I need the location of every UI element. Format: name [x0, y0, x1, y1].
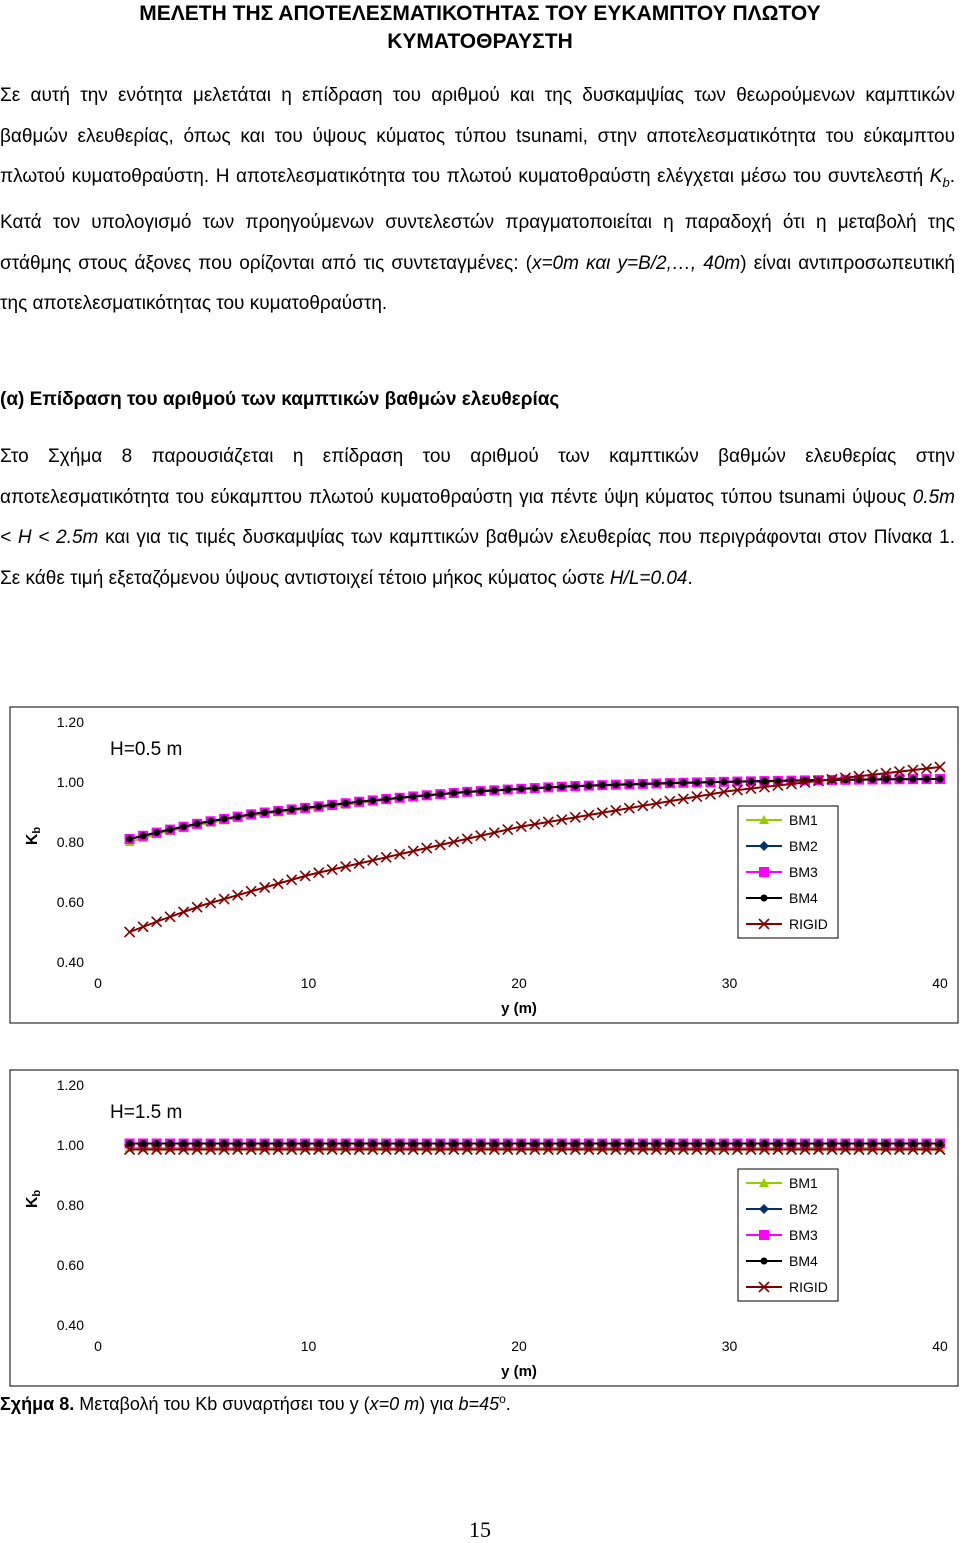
- chart0-ytick-label: 1.20: [56, 714, 84, 730]
- chart0-series-bm4-point: [315, 803, 322, 810]
- chart0-xtick-label: 10: [300, 975, 317, 991]
- page-title-line-2: ΚΥΜΑΤΟΘΡΑΥΣΤΗ: [387, 30, 573, 53]
- chart0-series-bm4-point: [396, 794, 403, 801]
- chart0-series-bm4-point: [126, 836, 133, 843]
- chart0-series-bm4-point: [464, 788, 471, 795]
- chart0-legend-bm3-marker: [759, 867, 769, 877]
- chart0-series-bm4-point: [937, 776, 944, 783]
- chart0-series-bm4-point: [369, 797, 376, 804]
- chart1-legend-bm4-marker: [761, 1258, 768, 1265]
- chart0-series-bm4-point: [248, 811, 255, 818]
- chart0-series-bm4-point: [882, 776, 889, 783]
- chart0-ytick-label: 0.80: [56, 834, 84, 850]
- chart1-legend-bm1-label: BM1: [789, 1175, 818, 1191]
- chart1-legend-bm2-label: BM2: [789, 1201, 818, 1217]
- chart0-series-bm4-point: [896, 776, 903, 783]
- steepness-ratio: H/L=0.04: [609, 567, 688, 589]
- chart0-series-bm4-point: [720, 778, 727, 785]
- chart0-series-bm4-point: [558, 783, 565, 790]
- chart0-series-bm4-point: [477, 788, 484, 795]
- chart0-series-bm4-point: [693, 779, 700, 786]
- chart1-ytick-label: 0.60: [56, 1257, 84, 1273]
- chart0-series-bm4-point: [923, 776, 930, 783]
- chart1-annotation: H=1.5 m: [110, 1102, 183, 1123]
- chart0-series-bm4-point: [423, 792, 430, 799]
- page-title-line-1: ΜΕΛΕΤΗ ΤΗΣ ΑΠΟΤΕΛΕΣΜΑΤΙΚΟΤΗΤΑΣ ΤΟΥ ΕΥΚΑΜΠΤΟΥ ΠΛΩΤΟΥ: [139, 2, 821, 25]
- page-title: [0, 0, 960, 56]
- paragraph-intro-text-3: ) είναι αντιπροσωπευτική της αποτελεσματικότητας του κυματοθραύστη.: [0, 252, 955, 315]
- chart0-series-bm4-point: [504, 786, 511, 793]
- chart0-series-bm4-point: [518, 785, 525, 792]
- chart0-series-bm4-point: [639, 780, 646, 787]
- chart0-xtick-label: 20: [511, 975, 527, 991]
- chart0-ytick-label: 0.40: [56, 954, 84, 970]
- chart0-legend-bm3-label: BM3: [789, 864, 818, 880]
- chart0-series-bm4-point: [288, 806, 295, 813]
- chart0-ytick-label: 0.60: [56, 894, 84, 910]
- chart1-legend-rigid-label: RIGID: [789, 1279, 828, 1295]
- chart1-legend-bm4-label: BM4: [789, 1253, 818, 1269]
- chart0-series-bm4-point: [383, 796, 390, 803]
- coordinate-range: x=0m και y=B/2,…, 40m: [531, 252, 741, 274]
- chart0-series-bm4-point: [275, 807, 282, 814]
- chart0-series-bm4-point: [221, 815, 228, 822]
- chart0-series-bm4-point: [909, 776, 916, 783]
- chart0-legend: [738, 806, 838, 938]
- chart0-series-bm4-point: [626, 781, 633, 788]
- chart0-series-bm4-point: [356, 798, 363, 805]
- chart0-series-rigid-point: [125, 927, 135, 937]
- chart1-ytick-label: 0.80: [56, 1197, 84, 1213]
- chart0-series-bm4-point: [140, 832, 147, 839]
- chart-h05: [0, 706, 960, 1026]
- chart0-series-rigid-point: [192, 902, 202, 912]
- paragraph-intro-text-2: . Κατά τον υπολογισμό των προηγούμενων συντελεστών πραγματοποιείται η παραδοχή ότι η μεταβολή της στάθμης στους άξονες που ορίζονται από τις συντεταγμένες: (: [0, 166, 955, 274]
- paragraph-intro: [0, 76, 955, 325]
- chart1-ytick-label: 0.40: [56, 1317, 84, 1333]
- chart0-series-bm4-point: [261, 809, 268, 816]
- chart0-ylabel: Kb: [24, 826, 43, 846]
- chart1-xtick-label: 40: [932, 1338, 948, 1354]
- chart1-legend-bm3-label: BM3: [789, 1227, 818, 1243]
- chart0-series-bm4-point: [680, 779, 687, 786]
- chart0-xtick-label: 40: [932, 975, 948, 991]
- chart0-series-bm4-point: [180, 823, 187, 830]
- chart0-series-bm4-point: [585, 782, 592, 789]
- chart0-series-bm4-point: [747, 778, 754, 785]
- chart0-annotation: H=0.5 m: [110, 739, 183, 760]
- chart0-legend-bm4-marker: [761, 895, 768, 902]
- chart0-legend-bm1-label: BM1: [789, 812, 818, 828]
- chart1-ylabel: Kb: [24, 1189, 43, 1209]
- paragraph-figure-description: Στο Σχήμα 8 παρουσιάζεται η επίδραση του αριθμού των καμπτικών βαθμών ελευθερίας στην αποτελεσματικότητα του εύκαμπτου πλωτού κυματοθραύστη για πέντε ύψη κύματος τύπου tsunami ύψους 0.5m < H < 2.5m και για τις τιμές δυσκαμψίας των καμπτικών βαθμών ελευθερίας που περιγράφονται στον Πίνακα 1. Σε κάθε τιμή εξεταζόμενου ύψους αντιστοιχεί τέτοιο μήκος κύματος ώστε H/L=0.04.: [0, 446, 955, 589]
- chart0-series-bm4-point: [234, 813, 241, 820]
- chart0-series-rigid-point: [138, 922, 148, 932]
- chart-h15-svg: [0, 1069, 960, 1389]
- chart0-series-bm4-point: [599, 782, 606, 789]
- chart0-series-bm4-point: [491, 787, 498, 794]
- chart0-series-rigid-point: [152, 917, 162, 927]
- chart1-ytick-label: 1.00: [56, 1137, 84, 1153]
- figure-caption-label: Σχήμα 8.: [0, 1394, 75, 1414]
- chart0-xtick-label: 0: [94, 975, 102, 991]
- chart1-xtick-label: 0: [94, 1338, 102, 1354]
- chart0-series-bm4-point: [545, 784, 552, 791]
- chart0-series-bm4-point: [734, 778, 741, 785]
- chart0-series-bm4-point: [167, 826, 174, 833]
- page-number: 15: [469, 1517, 491, 1542]
- chart0-series-bm4-point: [707, 779, 714, 786]
- section-heading: (α) Επίδραση του αριθμού των καμπτικών βαθμών ελευθερίας: [0, 389, 560, 410]
- chart0-legend-bm2-label: BM2: [789, 838, 818, 854]
- chart0-series-bm4-point: [450, 789, 457, 796]
- figure-caption: Σχήμα 8. Μεταβολή του Kb συναρτήσει του y (x=0 m) για $b=45^o$.: [0, 1392, 511, 1414]
- kb-symbol: $K_b$: [929, 166, 950, 190]
- chart0-ytick-label: 1.00: [56, 774, 84, 790]
- chart0-xtick-label: 30: [721, 975, 738, 991]
- chart0-legend-rigid-label: RIGID: [789, 916, 828, 932]
- chart1-xtick-label: 30: [721, 1338, 738, 1354]
- paragraph-fig-text-2: και για τις τιμές δυσκαμψίας των καμπτικών βαθμών ελευθερίας που περιγράφονται στον Πίνακα 1. Σε κάθε τιμή εξεταζόμενου ύψους αντιστοιχεί τέτοιο μήκος κύματος ώστε: [0, 527, 955, 589]
- chart0-series-bm4-point: [531, 785, 538, 792]
- chart1-xlabel: y (m): [501, 1363, 537, 1380]
- chart0-series-bm4-point: [612, 781, 619, 788]
- chart0-legend-bm4-label: BM4: [789, 890, 818, 906]
- chart0-series-rigid-point: [179, 907, 189, 917]
- chart0-series-bm4-point: [666, 780, 673, 787]
- chart1-xtick-label: 10: [300, 1338, 317, 1354]
- chart0-series-bm4-point: [194, 820, 201, 827]
- chart0-series-bm4-point: [342, 800, 349, 807]
- paragraph-intro-text-1: Σε αυτή την ενότητα μελετάται η επίδραση του αριθμού και της δυσκαμψίας των θεωρούμενων καμπτικών βαθμών ελευθερίας, όπως και του ύψους κύματος τύπου tsunami, στην αποτελεσματικότητα του εύκαμπτου πλωτού κυματοθραύστη. Η αποτελεσματικότητα του πλωτού κυματοθραύστη ελέγχεται μέσω του συντελεστή: [0, 85, 955, 187]
- chart0-series-bm4-point: [410, 793, 417, 800]
- chart1-legend: [738, 1169, 838, 1301]
- chart0-series-bm4-point: [437, 791, 444, 798]
- chart1-legend-bm3-marker: [759, 1230, 769, 1240]
- chart0-series-bm4-point: [329, 801, 336, 808]
- wave-height-range: 0.5m < H < 2.5m: [0, 486, 955, 548]
- chart-h05-svg: [0, 706, 960, 1026]
- chart1-xtick-label: 20: [511, 1338, 527, 1354]
- chart0-series-bm4-point: [153, 829, 160, 836]
- chart0-series-bm4-point: [653, 780, 660, 787]
- chart0-series-bm4-point: [302, 804, 309, 811]
- chart0-series-bm4-point: [207, 818, 214, 825]
- chart-h15: [0, 1069, 960, 1389]
- chart0-series-bm4-point: [572, 783, 579, 790]
- chart1-ytick-label: 1.20: [56, 1077, 84, 1093]
- paragraph-fig-text-1: Στο Σχήμα 8 παρουσιάζεται η επίδραση του αριθμού των καμπτικών βαθμών ελευθερίας στην αποτελεσματικότητα του εύκαμπτου πλωτού κυματοθραύστη για πέντε ύψη κύματος τύπου tsunami ύψους: [0, 446, 955, 508]
- chart0-series-rigid-point: [165, 912, 175, 922]
- chart0-xlabel: y (m): [501, 1000, 537, 1017]
